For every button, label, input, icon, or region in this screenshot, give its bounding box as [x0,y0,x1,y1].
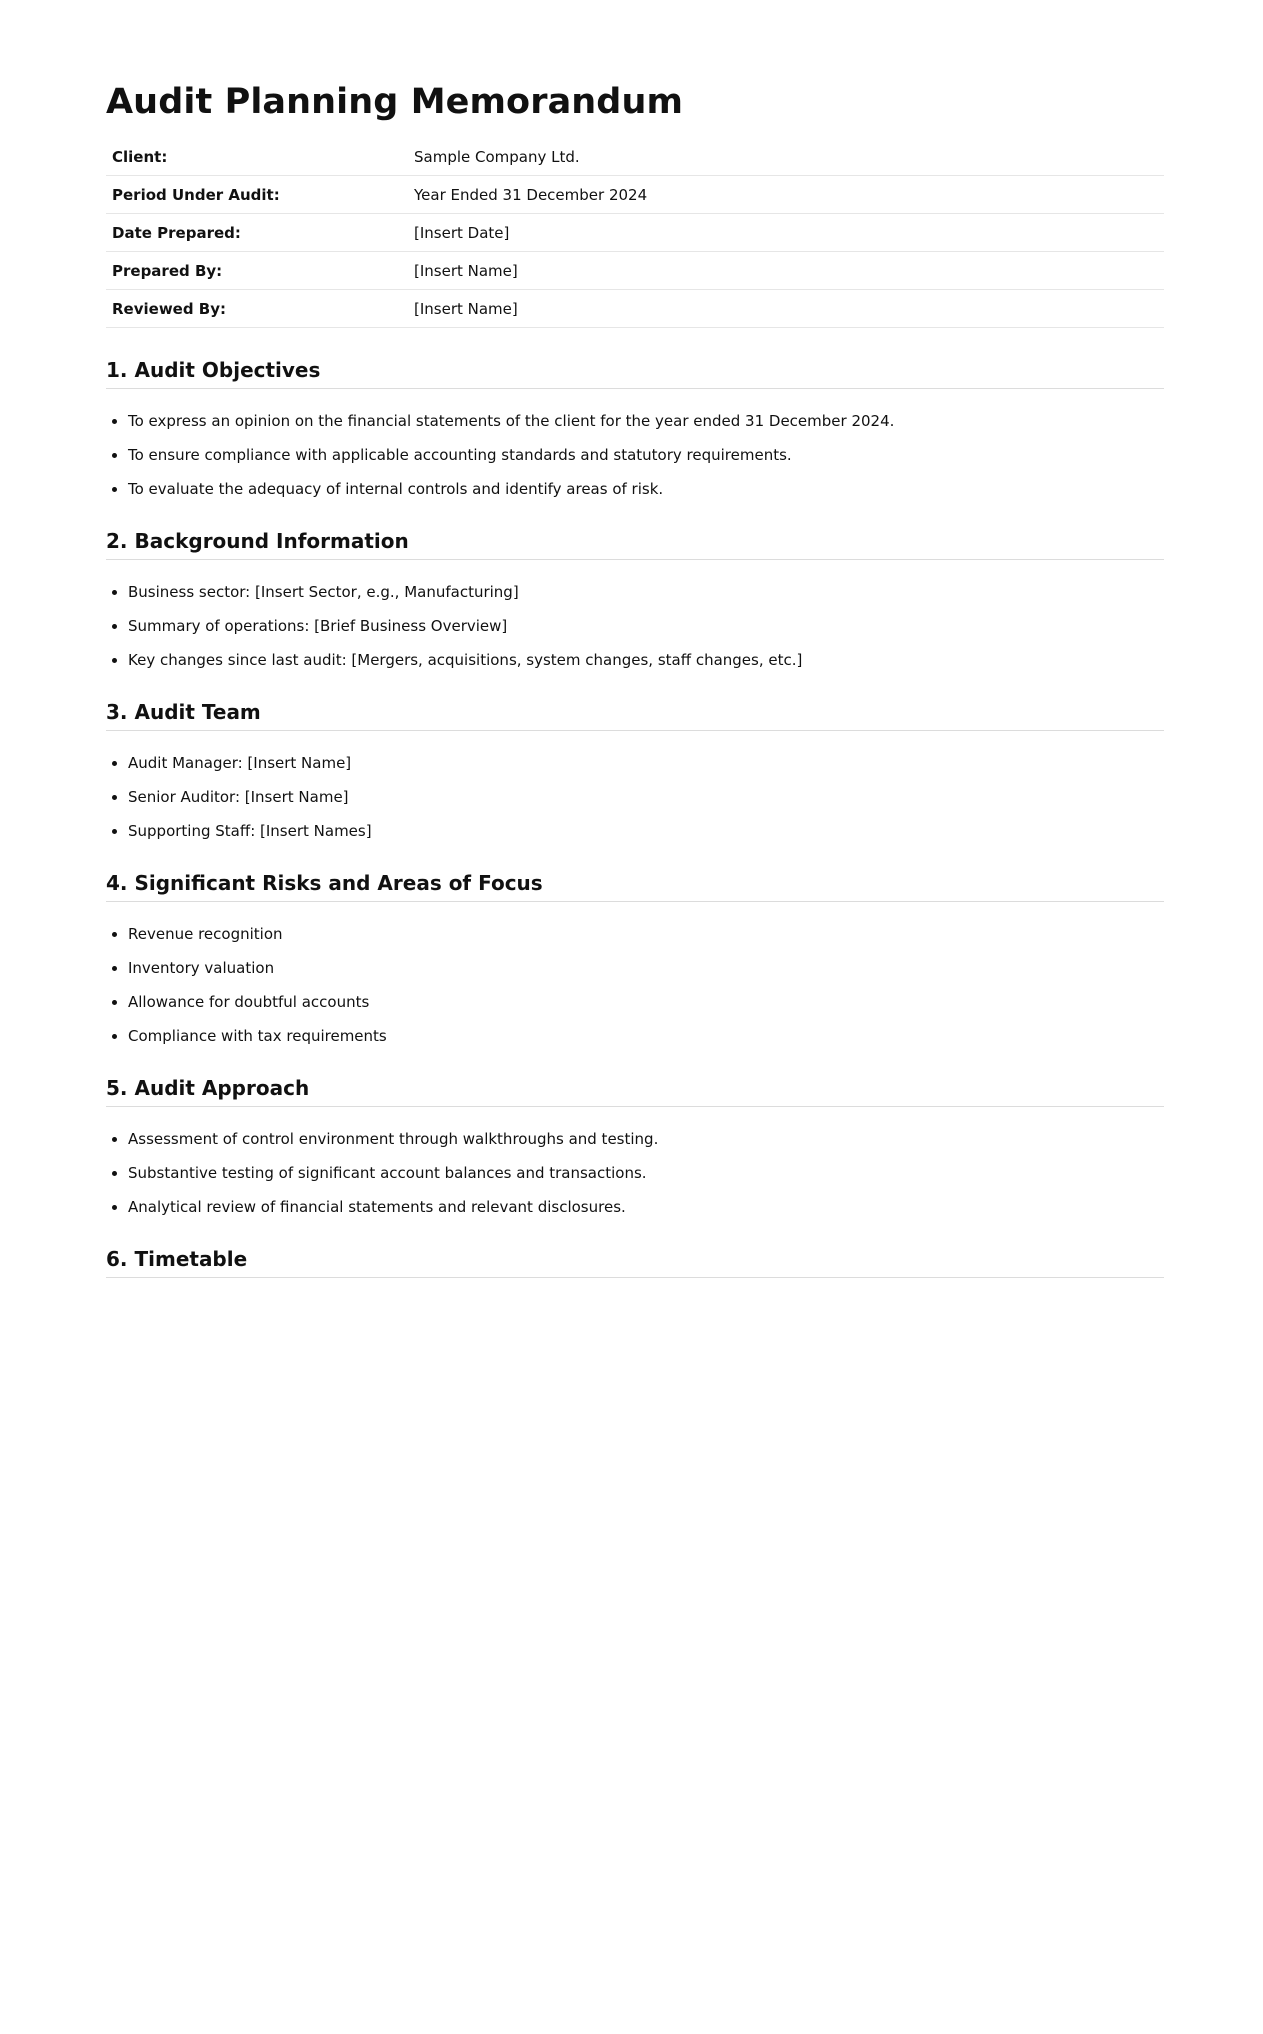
detail-row-reviewed-by [106,290,1164,328]
bullet-list [106,753,1164,841]
section-audit-approach [106,1072,1164,1217]
section-heading: 6. Timetable [106,1243,1164,1278]
list-item: • Senior Auditor: [Insert Name] [128,787,1164,807]
list-item: • Supporting Staff: [Insert Names] [128,821,1164,841]
list-item: • Business sector: [Insert Sector, e.g., Manufacturing] [128,582,1164,602]
memo-details-table [106,138,1164,328]
bullet-list [106,924,1164,1046]
list-item: • To ensure compliance with applicable accounting standards and statutory requirements. [128,445,1164,465]
detail-value: [Insert Name] [408,252,1164,290]
section-heading: 1. Audit Objectives [106,354,1164,389]
section-heading: 4. Significant Risks and Areas of Focus [106,867,1164,902]
detail-label: Period Under Audit: [106,176,408,214]
detail-label: Prepared By: [106,252,408,290]
section-heading: 2. Background Information [106,525,1164,560]
list-item: • Inventory valuation [128,958,1164,978]
list-item: • Compliance with tax requirements [128,1026,1164,1046]
bullet-list [106,582,1164,670]
detail-value: [Insert Date] [408,214,1164,252]
list-item: • Substantive testing of significant account balances and transactions. [128,1163,1164,1183]
list-item: • Analytical review of financial statements and relevant disclosures. [128,1197,1164,1217]
detail-value: Sample Company Ltd. [408,138,1164,176]
section-audit-objectives [106,354,1164,499]
detail-row-period [106,176,1164,214]
section-audit-team [106,696,1164,841]
document-title: Audit Planning Memorandum [106,82,684,122]
list-item: • Key changes since last audit: [Mergers, acquisitions, system changes, staff changes, etc.] [128,650,1164,670]
bullet-list [106,411,1164,499]
list-item: • To evaluate the adequacy of internal controls and identify areas of risk. [128,479,1164,499]
detail-value: [Insert Name] [408,290,1164,328]
list-item: • Summary of operations: [Brief Business Overview] [128,616,1164,636]
detail-label: Client: [106,138,408,176]
list-item: • Assessment of control environment through walkthroughs and testing. [128,1129,1164,1149]
section-heading: 5. Audit Approach [106,1072,1164,1107]
section-background-information [106,525,1164,670]
detail-row-prepared-by [106,252,1164,290]
detail-value: Year Ended 31 December 2024 [408,176,1164,214]
detail-label: Reviewed By: [106,290,408,328]
detail-label: Date Prepared: [106,214,408,252]
section-significant-risks [106,867,1164,1046]
section-heading: 3. Audit Team [106,696,1164,731]
detail-row-date-prepared [106,214,1164,252]
section-timetable [106,1243,1164,1278]
list-item: • Revenue recognition [128,924,1164,944]
list-item: • Allowance for doubtful accounts [128,992,1164,1012]
bullet-list [106,1129,1164,1217]
list-item: • To express an opinion on the financial statements of the client for the year ended 31 December 2024. [128,411,1164,431]
detail-row-client [106,138,1164,176]
list-item: • Audit Manager: [Insert Name] [128,753,1164,773]
